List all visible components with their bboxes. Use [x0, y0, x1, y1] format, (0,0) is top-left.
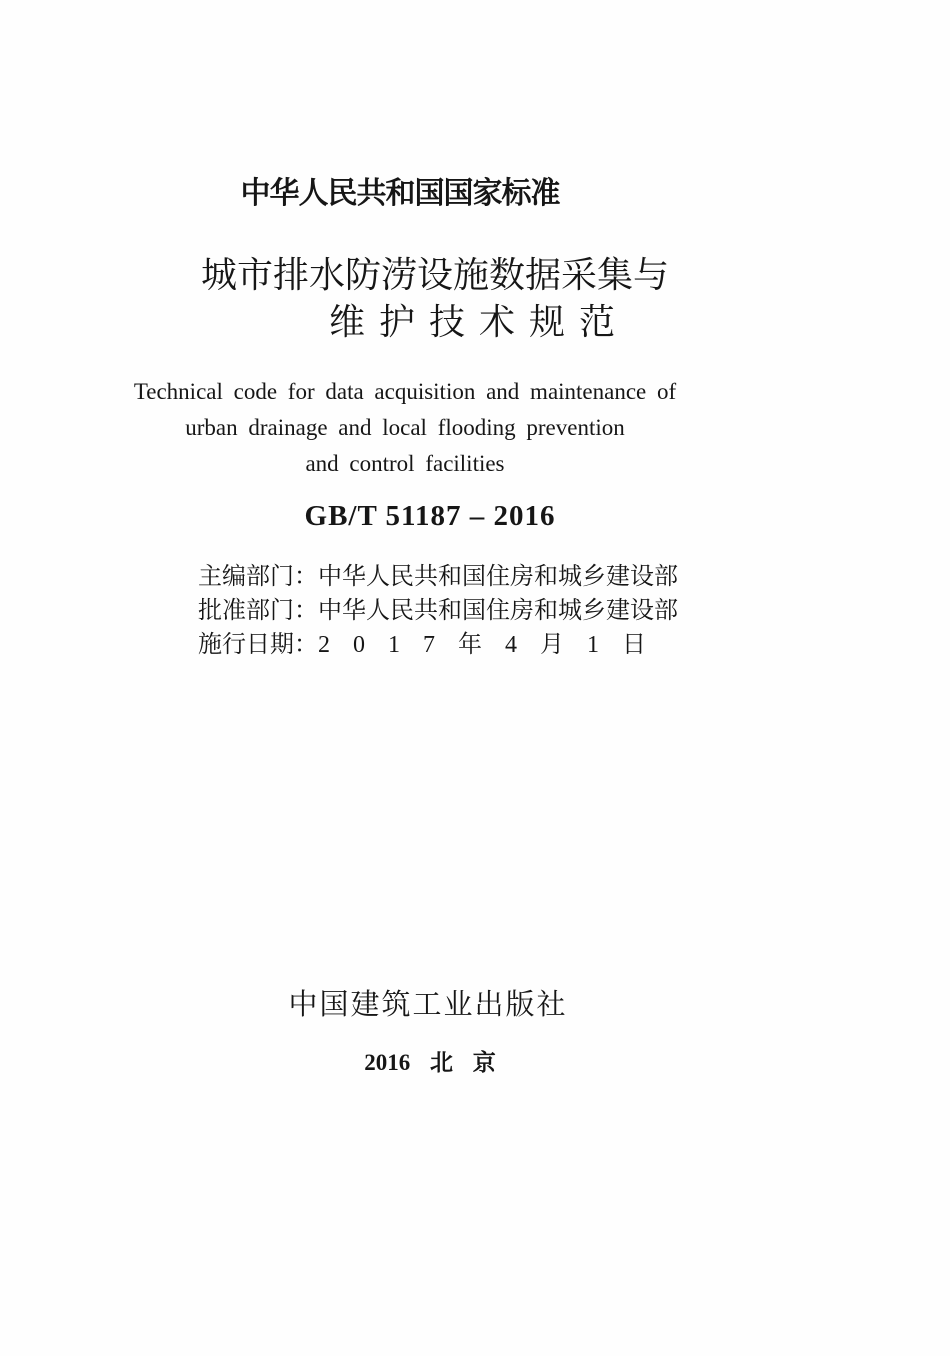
edition-year-city: 2016 北 京 — [364, 1050, 496, 1075]
standard-number: GB/T 51187 – 2016 — [304, 500, 556, 532]
title-cn-line-2: 维护技术规范 — [328, 302, 629, 342]
publisher-name: 中国建筑工业出版社 — [288, 989, 568, 1021]
standard-title-cn — [0, 252, 870, 346]
effective-date-label: 施行日期： — [198, 632, 318, 658]
effective-date-value: 2 0 1 7 年 4 月 1 日 — [318, 632, 646, 658]
chief-editor-label: 主编部门： — [198, 564, 318, 590]
chief-editor-row — [198, 560, 678, 594]
standard-title-en — [0, 374, 810, 482]
title-en-line-3: and control facilities — [305, 451, 505, 476]
title-en-line-2: urban drainage and local flooding prevention — [185, 415, 625, 440]
national-standard-label: 中华人民共和国国家标准 — [240, 177, 560, 210]
chief-editor-value: 中华人民共和国住房和城乡建设部 — [318, 564, 678, 590]
approval-department-label: 批准部门： — [198, 598, 318, 624]
approval-department-row — [198, 594, 678, 628]
approval-department-value: 中华人民共和国住房和城乡建设部 — [318, 598, 678, 624]
effective-date-row — [198, 628, 678, 662]
title-cn-line-1: 城市排水防涝设施数据采集与 — [200, 255, 669, 295]
title-en-line-1: Technical code for data acquisition and maintenance of — [133, 379, 677, 404]
publication-info — [198, 560, 678, 662]
